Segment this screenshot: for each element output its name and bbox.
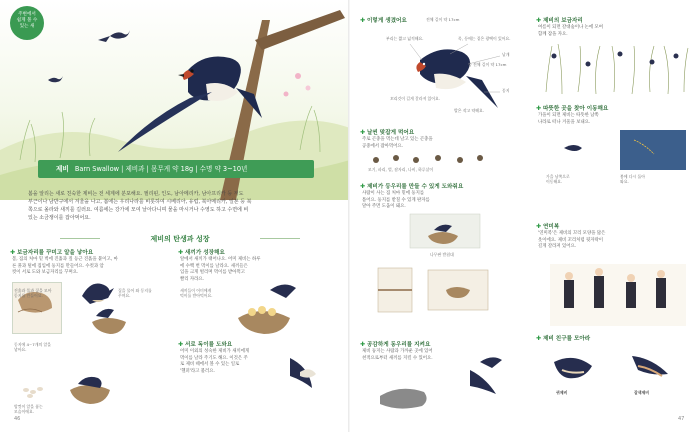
label-beak: 부리는 짧고 넓적해요. (386, 36, 424, 41)
paragraph-chicks-grow: 알에서 새끼가 태어나요. 어미 제비는 하루 에 수백 번 먹이를 날라요. 새끼들은 입을 크게 벌리며 먹이를 받아먹고 빨리 자라요. (180, 257, 261, 282)
species-name: 제비 (56, 165, 69, 173)
plus-icon: ✚ (536, 223, 542, 230)
paragraph-roost: 여름이 되면 갈대숲이나 논에 모여 함께 잠을 자요. (538, 25, 603, 37)
plus-icon: ✚ (360, 183, 366, 190)
caption-eggs: 둥지에 4~7개의 알을 낳아요. (14, 342, 51, 353)
label-length: 몸 전체 길이 약 17cm (468, 62, 507, 67)
caption-return-spring: 봄에 다시 돌아 와요. (620, 174, 646, 185)
paragraph-migration: 가을이 되면 제비는 따뜻한 남쪽 나라로 떠나 겨울을 보내요. (538, 113, 599, 125)
label-wing: 날개 (502, 52, 510, 57)
caption-migrate-south: 가을 남쪽으로 이동해요. (546, 174, 570, 185)
page-number-left: 46 (14, 416, 21, 422)
friend-species-1: 귀제비 (556, 390, 568, 395)
heading-chicks-grow: ✚ 새끼가 성장해요 (178, 249, 225, 256)
caption-nest-straw: 짚을 물어 와 둥지를 꾸며요. (118, 288, 152, 299)
heading-protect-nest: ✚ 공감하게 동우리를 지켜요 (360, 341, 431, 348)
label-gloss: 목, 등에는 짙은 광택이 있어요. (458, 36, 511, 41)
plus-icon: ✚ (10, 249, 16, 256)
plus-icon: ✚ (536, 105, 542, 112)
heading-appearance: ✚ 이렇게 생겼어요 (360, 17, 407, 24)
plus-icon: ✚ (178, 341, 184, 348)
caption-nest-material: 진흙과 풀과 짚을 모아 둥지를 만들어요. (14, 288, 52, 299)
heading-roost: ✚ 제비의 보금자리 (536, 17, 583, 24)
heading-migration: ✚ 따뜻한 곳을 찾아 이동해요 (536, 105, 609, 112)
page-number-right: 47 (678, 416, 685, 422)
right-page (350, 0, 700, 432)
swallow-friends-illustration (350, 0, 700, 432)
insect-list: 모기, 파리, 벌, 잠자리, 나비, 하루살이 (368, 167, 434, 172)
heading-helpers: ✚ 서로 독이를 도와요 (178, 341, 233, 348)
heading-eating: ✚ 날씬 맞잡게 먹어요 (360, 129, 415, 136)
paragraph-eating: 주로 곤충을 먹는데 날고 있는 곤충을 공중에서 잡아먹어요. (362, 137, 433, 149)
heading-tailcoat: ✚ 연미복 (536, 223, 560, 230)
species-details: | 제비과 | 몸무게 약 18g | 수명 약 3~10년 (121, 165, 248, 173)
paragraph-helpers: 어미 이외의 성숙한 제비가 새끼에게 먹이를 날라 주기도 해요. 이것은 주 로 제비 떼에서 볼 수 있는 일로 '헬퍼'라고 불러요. (180, 349, 250, 374)
plus-icon: ✚ (178, 249, 184, 256)
plus-icon: ✚ (360, 341, 366, 348)
section-title: 제비의 탄생과 성장 (90, 234, 270, 244)
appearance-length: 전체 길이 약 17cm (426, 17, 460, 22)
category-badge: 주변에서 쉽게 볼 수 있는 새 (10, 6, 44, 40)
plus-icon: ✚ (536, 17, 542, 24)
plus-icon: ✚ (360, 129, 366, 136)
heading-nest-building: ✚ 보금자리를 꾸미고 알을 낳아요 (10, 249, 94, 256)
paragraph-tailcoat: '연미복'은 제비의 꼬리 모양을 닮은 옷이에요. 제비 꼬리처럼 뒷자락이 길게 갈라져 있어요. (538, 231, 606, 250)
caption-board: 나무판 받침대 (430, 252, 454, 257)
species-english-name: Barn Swallow (74, 165, 120, 173)
label-feet: 발은 작고 약해요. (454, 108, 485, 113)
heading-help-nest: ✚ 제비가 둥우리를 만들 수 있게 도와줘요 (360, 183, 464, 190)
label-tail-feathers: 꼬리깃이 길게 갈라져 있어요. (390, 96, 441, 101)
caption-feeding: 새끼들이 어미에게 먹이를 받아먹어요. (180, 288, 213, 299)
heading-swallow-friends: ✚ 제비 친구를 모아라 (536, 335, 591, 342)
intro-paragraph: 봄을 알리는 새로 친숙한 제비는 전 세계에 분포해요. 필리핀, 인도, 남아메리카, 남아프리카 등 저도 부근이나 남반구에서 겨울을 나고, 봄에는 우리나라를 비롯하여 시베리아, 유럽, 북아메리카, 일본 등 북 쪽으로 올라와 새끼를 길러요. 여름에는 강가에 모여 날아다니며 물을 마시거나 수영도 하고 수면에 비 있는 소금쟁이를 잡아먹어요. (28, 191, 252, 221)
caption-incubation: 암컷이 알을 품는 모습이에요. (14, 404, 43, 415)
label-tail: 꽁지 (502, 88, 510, 93)
plus-icon: ✚ (536, 335, 542, 342)
paragraph-protect-nest: 제비 둥지는 사람과 가까운 곳에 있어 천적으로부터 새끼를 지킬 수 있어요. (362, 349, 433, 361)
paragraph-nest-building: 봄, 집의 처마 밑 벽에 진흙과 짚 등근 진흙을 붙이고, 마 른 풀과 털에 집입에 둥지를 만들어요. 수컷과 암 컷이 서로 도와 보금자리를 꾸며요. (12, 257, 118, 276)
friend-species-2: 갈색제비 (634, 390, 650, 395)
plus-icon: ✚ (360, 17, 366, 24)
paragraph-help-nest: 사람이 사는 집 처마 밑에 둥지를 틀어요. 둥지를 받칠 수 있게 판자를 달아 주면 도움이 돼요. (362, 191, 430, 210)
